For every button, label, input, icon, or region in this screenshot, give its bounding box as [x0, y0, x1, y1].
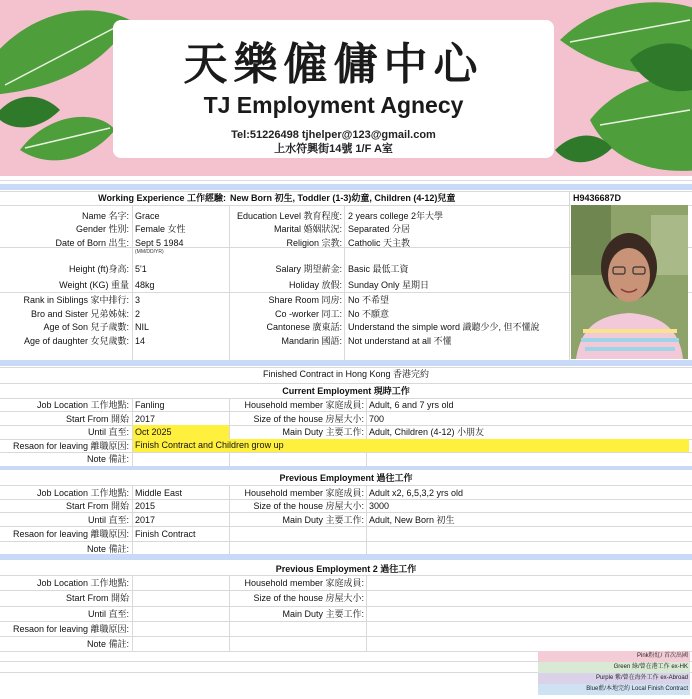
agency-contact: [113, 128, 554, 156]
prev1-job-location-value: Middle East: [135, 488, 183, 498]
portrait-image: [571, 205, 688, 359]
experience-value: New Born 初生, Toddler (1-3)幼童, Children (4-12)兒童: [230, 193, 456, 203]
dob-value: Sept 5 1984: [135, 238, 184, 248]
header-banner: [0, 0, 692, 176]
coworker-label: Co -worker 同工:: [274, 309, 342, 319]
prev2-job-location-label: Job Location 工作地點:: [36, 578, 129, 588]
prev2-reason-label: Resaon for leaving 離職原因:: [12, 624, 129, 634]
prev2-until-label: Until 直至:: [87, 609, 129, 619]
current-main-duty-value: Adult, Children (4-12) 小朋友: [369, 427, 485, 437]
religion-label: Religion 宗教:: [286, 238, 342, 248]
separator-band: [0, 184, 692, 190]
holiday-value: Sunday Only 星期日: [348, 280, 430, 290]
salary-value: Basic 最低工資: [348, 264, 409, 274]
contact-line: Tel:51226498 tjhelper@123@gmail.com: [231, 129, 436, 141]
agency-title-chinese: 天樂僱傭中心: [183, 39, 484, 90]
finished-contract-status: Finished Contract in Hong Kong 香港完約: [262, 369, 430, 379]
current-start-value: 2017: [135, 414, 156, 424]
coworker-value: No 不願意: [348, 309, 390, 319]
previous-employment-title: Previous Employment 過往工作: [279, 473, 413, 483]
prev1-household-value: Adult x2, 6,5,3,2 yrs old: [369, 488, 464, 498]
applicant-photo: [571, 205, 688, 359]
dob-format-note: (MM/DD/YR): [135, 249, 164, 255]
daughter-age-label: Age of daughter 女兒歲數:: [23, 336, 129, 346]
son-age-value: NIL: [135, 322, 150, 332]
rank-value: 3: [135, 295, 141, 305]
prev1-start-value: 2015: [135, 501, 156, 511]
legend-purple: Purple 紫/曾在海外工作 ex-Abroad: [538, 673, 690, 684]
prev1-until-value: 2017: [135, 515, 156, 525]
prev1-reason-label: Resaon for leaving 離職原因:: [12, 529, 129, 539]
marital-label: Marital 婚姻狀況:: [273, 224, 342, 234]
education-value: 2 years college 2年大學: [348, 211, 444, 221]
height-label: Height (ft)身高:: [68, 264, 129, 274]
prev2-start-label: Start From 開始: [65, 593, 129, 603]
prev1-note-label: Note 備註:: [86, 544, 129, 554]
weight-label: Weight (KG) 重量: [59, 280, 129, 290]
rank-label: Rank in Siblings 家中排行:: [23, 295, 129, 305]
prev1-reason-value: Finish Contract: [135, 529, 196, 539]
share-room-label: Share Room 同房:: [268, 295, 342, 305]
prev1-main-duty-label: Main Duty 主要工作:: [282, 515, 364, 525]
current-job-location-label: Job Location 工作地點:: [36, 400, 129, 410]
cantonese-value: Understand the simple word 識聽少少, 但不懂說: [348, 322, 540, 332]
prev2-house-size-label: Size of the house 房屋大小:: [253, 593, 364, 603]
separator-band: [0, 360, 692, 366]
education-label: Education Level 教育程度:: [236, 211, 342, 221]
height-value: 5'1: [135, 264, 147, 274]
name-label: Name 名字:: [81, 211, 129, 221]
prev1-job-location-label: Job Location 工作地點:: [36, 488, 129, 498]
current-house-size-label: Size of the house 房屋大小:: [253, 414, 364, 424]
address-line: 上水符興街14號 1/F A室: [274, 143, 393, 155]
gender-value: Female 女性: [135, 224, 186, 234]
current-house-size-value: 700: [369, 414, 385, 424]
prev1-main-duty-value: Adult, New Born 初生: [369, 515, 455, 525]
prev1-until-label: Until 直至:: [87, 515, 129, 525]
weight-value: 48kg: [135, 280, 155, 290]
legend-pink: Pink粉紅/ 首次出國: [538, 651, 690, 662]
current-job-location-value: Fanling: [135, 400, 165, 410]
siblings-value: 2: [135, 309, 141, 319]
experience-label: Working Experience 工作經驗:: [98, 193, 226, 203]
header-card: [113, 20, 554, 158]
current-reason-value: Finish Contract and Children grow up: [133, 439, 689, 452]
current-note-label: Note 備註:: [86, 454, 129, 464]
separator-band: [0, 466, 692, 470]
current-reason-label: Resaon for leaving 離職原因:: [12, 441, 129, 451]
name-value: Grace: [135, 211, 160, 221]
marital-value: Separated 分居: [348, 224, 411, 234]
prev2-household-label: Household member 家庭成員:: [244, 578, 364, 588]
reference-number: H9436687D: [573, 193, 622, 203]
current-start-label: Start From 開始: [65, 414, 129, 424]
current-household-label: Household member 家庭成員:: [244, 400, 364, 410]
legend-green: Green 綠/曾在港工作 ex-HK: [538, 662, 690, 673]
prev1-house-size-label: Size of the house 房屋大小:: [253, 501, 364, 511]
cantonese-label: Cantonese 廣東話:: [266, 322, 342, 332]
prev1-house-size-value: 3000: [369, 501, 390, 511]
legend-blue: Blue藍/本地完約 Local Finish Contract: [538, 684, 690, 695]
previous-employment-2-title: Previous Employment 2 過往工作: [275, 564, 417, 574]
siblings-label: Bro and Sister 兄弟姊妹:: [30, 309, 129, 319]
share-room-value: No 不希望: [348, 295, 390, 305]
dob-label: Date of Born 出生:: [55, 238, 129, 248]
prev2-note-label: Note 備註:: [86, 639, 129, 649]
prev1-start-label: Start From 開始: [65, 501, 129, 511]
son-age-label: Age of Son 兒子歲數:: [43, 322, 129, 332]
mandarin-label: Mandarin 國語:: [281, 336, 342, 346]
salary-label: Salary 期望薪金:: [275, 264, 342, 274]
mandarin-value: Not understand at all 不懂: [348, 336, 452, 346]
gender-label: Gender 性別:: [75, 224, 129, 234]
current-until-value: Oct 2025: [133, 425, 229, 439]
agency-title-english: TJ Employment Agnecy: [203, 92, 464, 118]
prev2-main-duty-label: Main Duty 主要工作:: [282, 609, 364, 619]
current-main-duty-label: Main Duty 主要工作:: [282, 427, 364, 437]
daughter-age-value: 14: [135, 336, 146, 346]
current-employment-title: Current Employment 現時工作: [282, 386, 410, 396]
religion-value: Catholic 天主教: [348, 238, 411, 248]
current-until-label: Until 直至:: [87, 427, 129, 437]
prev1-household-label: Household member 家庭成員:: [244, 488, 364, 498]
current-household-value: Adult, 6 and 7 yrs old: [369, 400, 454, 410]
holiday-label: Holiday 放假:: [288, 280, 342, 290]
